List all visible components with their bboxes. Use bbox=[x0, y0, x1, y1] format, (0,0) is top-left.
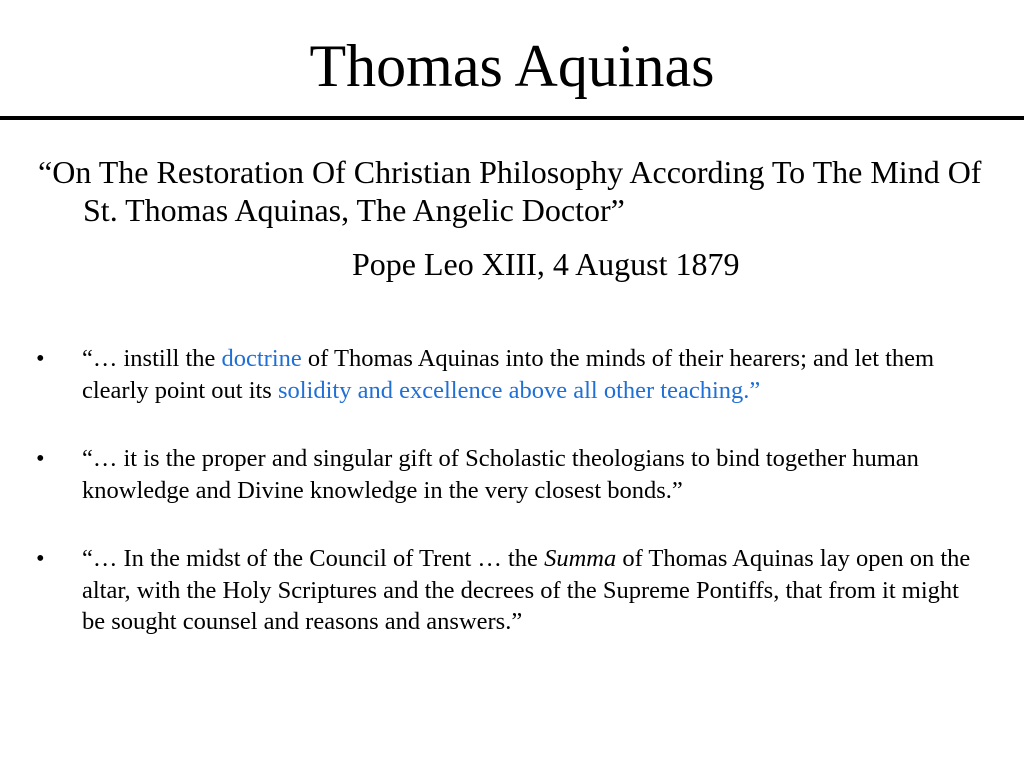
bullet-icon: • bbox=[36, 545, 45, 572]
quote-text: “… it is the proper and singular gift of Scholastic theologians to bind together human knowledge and Divine knowledge in the very closest bonds.” bbox=[82, 445, 919, 504]
title-divider bbox=[0, 116, 1024, 120]
quote-text: “… In the midst of the Council of Trent … the bbox=[82, 545, 545, 572]
highlight-solidity: solidity and excellence above all other teaching.” bbox=[277, 376, 761, 404]
quote-list bbox=[36, 343, 986, 675]
bullet-icon: • bbox=[36, 445, 45, 472]
quote-item-doctrine bbox=[36, 343, 986, 406]
highlight-doctrine: doctrine bbox=[221, 345, 302, 372]
slide-title: Thomas Aquinas bbox=[309, 33, 715, 99]
summa-italic: Summa bbox=[544, 545, 617, 572]
attribution: Pope Leo XIII, 4 August 1879 bbox=[352, 246, 740, 282]
bullet-icon: • bbox=[36, 345, 45, 372]
quote-item-trent bbox=[36, 543, 986, 638]
encyclical-title-quote: “On The Restoration Of Christian Philosophy According To The Mind Of St. Thomas Aquinas, The Angelic Doctor” bbox=[38, 154, 982, 228]
quote-item-scholastic bbox=[36, 443, 986, 506]
quote-text: of Thomas Aquinas into the minds of their hearers; and let them clearly point out its bbox=[82, 345, 935, 404]
quote-text: of Thomas Aquinas lay open on the altar, with the Holy Scriptures and the decrees of the Supreme Pontiffs, that from it might be sought counsel and reasons and answers.” bbox=[82, 545, 971, 635]
quote-text: “… instill the bbox=[82, 345, 222, 372]
